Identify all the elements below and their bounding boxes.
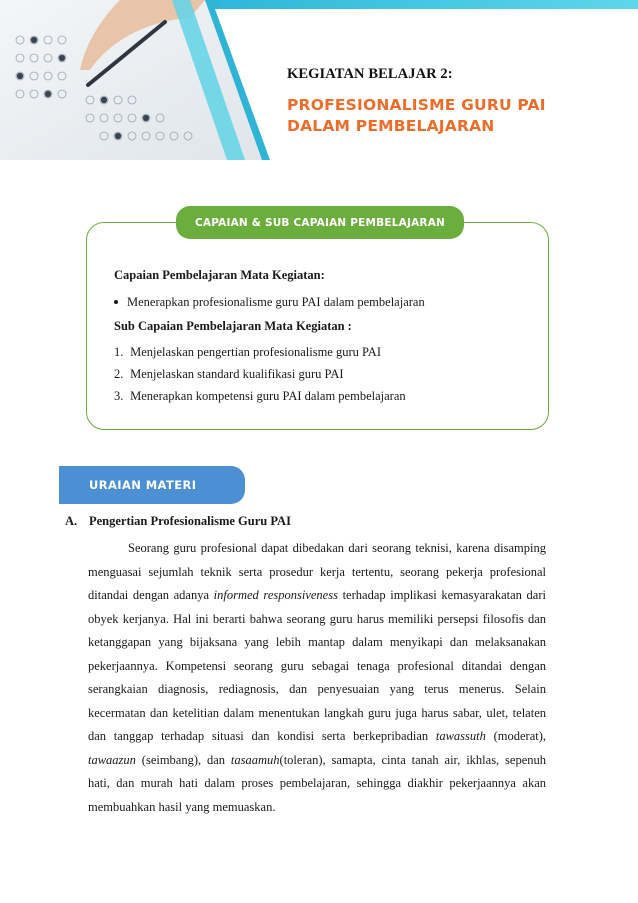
learning-outcomes-badge: CAPAIAN & SUB CAPAIAN PEMBELAJARAN: [176, 206, 464, 239]
sub-outcome-item: 2. Menjelaskan standard kualifikasi guru PAI: [114, 367, 344, 381]
paragraph-line: hati, dan murah hati dalam proses pembelajaran, sehingga diakhir pekerjaannya akan: [88, 776, 546, 790]
outcome-bullet: Menerapkan profesionalisme guru PAI dalam pembelajaran: [114, 295, 425, 310]
sub-outcome-item: 3. Menerapkan kompetensi guru PAI dalam pembelajaran: [114, 389, 406, 403]
section-paragraph: [88, 537, 546, 819]
activity-title: [287, 95, 546, 137]
paragraph-line: obyek kerjanya. Hal ini berarti bahwa seorang guru harus memiliki persepsi filosofis dan: [88, 611, 546, 626]
activity-title-line2: DALAM PEMBELAJARAN: [287, 117, 495, 135]
page-header: [0, 0, 638, 160]
paragraph-line: serangkaian diagnosis, rediagnosis, dan penyesuaian yang terus menerus. Selain: [88, 682, 546, 696]
bullet-icon: [114, 300, 118, 304]
outcomes-heading: Capaian Pembelajaran Mata Kegiatan:: [114, 268, 325, 282]
paragraph-line: ketanggapan yang bijaksana yang lebih mantap dalam menyikapi dan melaksanakan: [88, 635, 546, 649]
paragraph-line: membuahkan hasil yang memuaskan.: [88, 799, 276, 814]
material-section-badge: URAIAN MATERI: [59, 466, 245, 504]
section-heading: A. Pengertian Profesionalisme Guru PAI: [65, 514, 291, 528]
paragraph-line: ditandai dengan adanya informed responsiveness terhadap implikasi kemasyarakatan dari: [88, 588, 546, 602]
paragraph-line: pekerjaannya. Kompetensi seorang guru sebagai tenaga profesional ditandai dengan: [88, 658, 546, 673]
paragraph-line: Seorang guru profesional dapat dibedakan dari seorang teknisi, karena disamping: [128, 541, 546, 555]
activity-title-line1: PROFESIONALISME GURU PAI: [287, 96, 546, 114]
header-band: [200, 0, 638, 9]
sub-outcomes-heading: Sub Capaian Pembelajaran Mata Kegiatan :: [114, 319, 352, 333]
sub-outcome-item: 1. Menjelaskan pengertian profesionalisme guru PAI: [114, 345, 381, 359]
paragraph-line: tawaazun (seimbang), dan tasaamuh(toleran), samapta, cinta tanah air, ikhlas, sepenuh: [88, 752, 546, 767]
paragraph-line: dan tanggap terhadap situasi dan kondisi serta berkepribadian tawassuth (moderat),: [88, 729, 547, 743]
paragraph-line: kecermatan dan ketelitian dalam menentukan langkah guru juga harus sabar, ulet, telaten: [88, 705, 546, 720]
paragraph-line: menguasai sejumlah teknik serta prosedur kerja tertentu, seorang pekerja profesional: [88, 564, 546, 579]
activity-label: KEGIATAN BELAJAR 2:: [287, 66, 453, 82]
